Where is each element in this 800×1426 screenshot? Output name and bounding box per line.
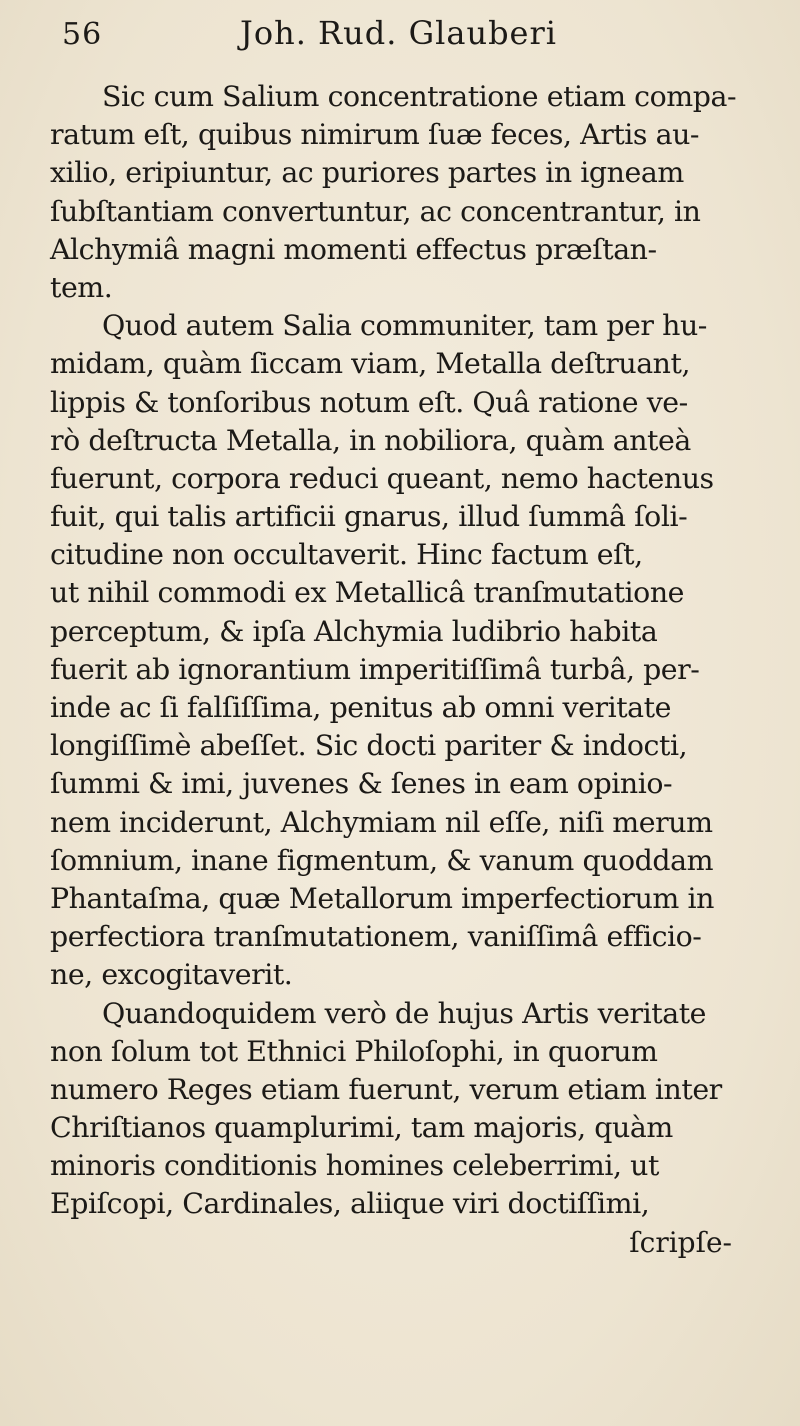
running-title: Joh. Rud. Glauberi [240,14,558,52]
text-line: lippis & tonſoribus notum eſt. Quâ ratione ve- [50,385,688,419]
text-line: ratum eſt, quibus nimirum ſuæ feces, Artis au- [50,118,700,152]
text-line: tem. [50,270,113,304]
text-line: ut nihil commodi ex Metallicâ tranſmutatione [50,576,685,610]
text-line: ſomnium, inane figmentum, & vanum quoddam [50,843,714,877]
text-line: inde ac ſi falſiſſima, penitus ab omni veritate [50,691,671,724]
catchword: ſcripſe- [629,1225,732,1259]
text-line: non ſolum tot Ethnici Philoſophi, in quorum [50,1034,658,1068]
text-line: rò deſtructa Metalla, in nobiliora, quàm anteà [50,423,691,457]
text-line: Sic cum Salium concentratione etiam compa- [102,80,737,113]
body-text [50,78,780,1262]
text-line: ſummi & imi, juvenes & ſenes in eam opinio- [50,767,673,801]
running-head [62,14,780,70]
text-line: fuerunt, corpora reduci queant, nemo hactenus [50,461,714,495]
page-number: 56 [62,17,103,52]
paragraph-1 [50,78,780,307]
text-line: minoris conditionis homines celeberrimi, ut [50,1149,659,1183]
text-line: fuerit ab ignorantium imperitiſſimâ turbâ, per- [50,652,700,686]
text-line: perceptum, & ipſa Alchymia ludibrio habita [50,614,658,648]
paragraph-3 [50,995,780,1224]
text-line: Phantaſma, quæ Metallorum imperfectiorum in [50,881,714,915]
text-line: Quod autem Salia communiter, tam per hu- [102,309,707,343]
text-line: Quandoquidem verò de hujus Artis veritate [102,996,707,1030]
text-line: Alchymiâ magni momenti effectus præſtan- [50,232,657,266]
text-line: ſubſtantiam convertuntur, ac concentrantur, in [50,194,701,228]
paragraph-2 [50,307,780,994]
text-line: fuit, qui talis artificii gnarus, illud ſummâ ſoli- [50,500,688,534]
text-line: ne, excogitaverit. [50,958,293,992]
text-line: longiſſimè abeſſet. Sic docti pariter & indocti, [50,729,688,763]
text-line: Chriſtianos quamplurimi, tam majoris, quàm [50,1111,673,1145]
text-line: perfectiora tranſmutationem, vaniſſimâ efficio- [50,920,702,954]
text-line: citudine non occultaverit. Hinc factum eſt, [50,538,643,572]
text-line: midam, quàm ſiccam viam, Metalla deſtruant, [50,347,691,381]
text-line: numero Reges etiam fuerunt, verum etiam inter [50,1072,722,1106]
text-line: Epiſcopi, Cardinales, aliique viri doctiſſimi, [50,1187,650,1221]
text-line: nem inciderunt, Alchymiam nil eſſe, niſi merum [50,805,713,839]
text-line: xilio, eripiuntur, ac puriores partes in igneam [50,156,684,190]
